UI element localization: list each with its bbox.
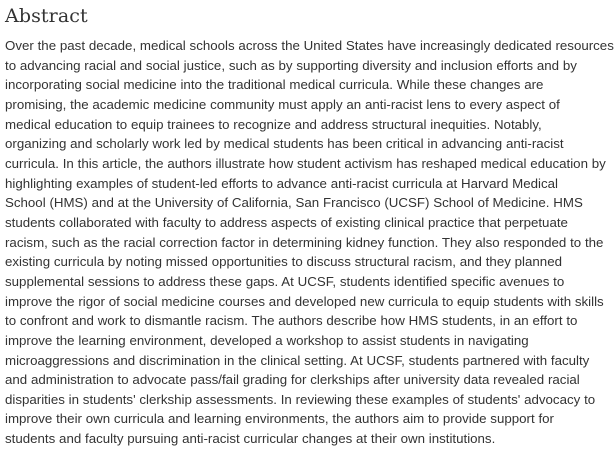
abstract-line-10: students collaborated with faculty to address aspects of existing clinical practice that perpetuate: [5, 214, 568, 230]
abstract-line-4: promising, the academic medicine community must apply an anti-racist lens to every aspect of: [5, 96, 560, 112]
abstract-line-15: to confront and work to dismantle racism. The authors describe how HMS students, in an effort to: [5, 313, 578, 329]
abstract-line-7: curricula. In this article, the authors illustrate how student activism has reshaped medical education by: [5, 155, 606, 171]
abstract-line-1: Over the past decade, medical schools across the United States have increasingly dedicated resources: [5, 38, 614, 53]
abstract-line-12: existing curricula by noting missed opportunities to discuss structural racism, and they planned: [5, 254, 562, 270]
abstract-line-2: to advancing racial and social justice, such as by supporting diversity and inclusion efforts and by: [5, 57, 577, 73]
abstract-paragraph: [5, 36, 614, 449]
abstract-line-11: racism, such as the racial correction factor in determining kidney function. They also responded to the: [5, 234, 604, 250]
abstract-line-3: incorporating social medicine into the traditional medical curricula. While these changes are: [5, 77, 544, 93]
abstract-line-13: supplemental sessions to address these gaps. At UCSF, students identified specific avenues to: [5, 273, 565, 289]
abstract-line-6: organizing and scholarly work led by medical students has been critical in advancing anti-racist: [5, 136, 564, 152]
abstract-line-14: improve the rigor of social medicine courses and developed new curricula to equip students with skills: [5, 293, 604, 309]
abstract-line-19: disparities in students' clerkship assessments. In reviewing these examples of students' advocacy to: [5, 391, 596, 407]
abstract-line-8: highlighting examples of student-led efforts to advance anti-racist curricula at Harvard Medical: [5, 175, 558, 191]
abstract-line-9: School (HMS) and at the University of California, San Francisco (UCSF) School of Medicine. HMS: [5, 195, 583, 211]
abstract-line-17: microaggressions and discrimination in the clinical setting. At UCSF, students partnered with faculty: [5, 352, 590, 368]
abstract-line-20: improve their own curricula and learning environments, the authors aim to provide support for: [5, 411, 554, 427]
abstract-line-21: students and faculty pursuing anti-racist curricular changes at their own institutions.: [5, 431, 496, 447]
abstract-line-5: medical education to equip trainees to recognize and address structural inequities. Notably,: [5, 116, 542, 132]
abstract-heading: Abstract: [5, 5, 88, 27]
abstract-line-16: improve the learning environment, developed a workshop to assist students in navigating: [5, 332, 529, 348]
abstract-line-18: and administration to advocate pass/fail grading for clerkships after university data revealed racial: [5, 372, 580, 388]
